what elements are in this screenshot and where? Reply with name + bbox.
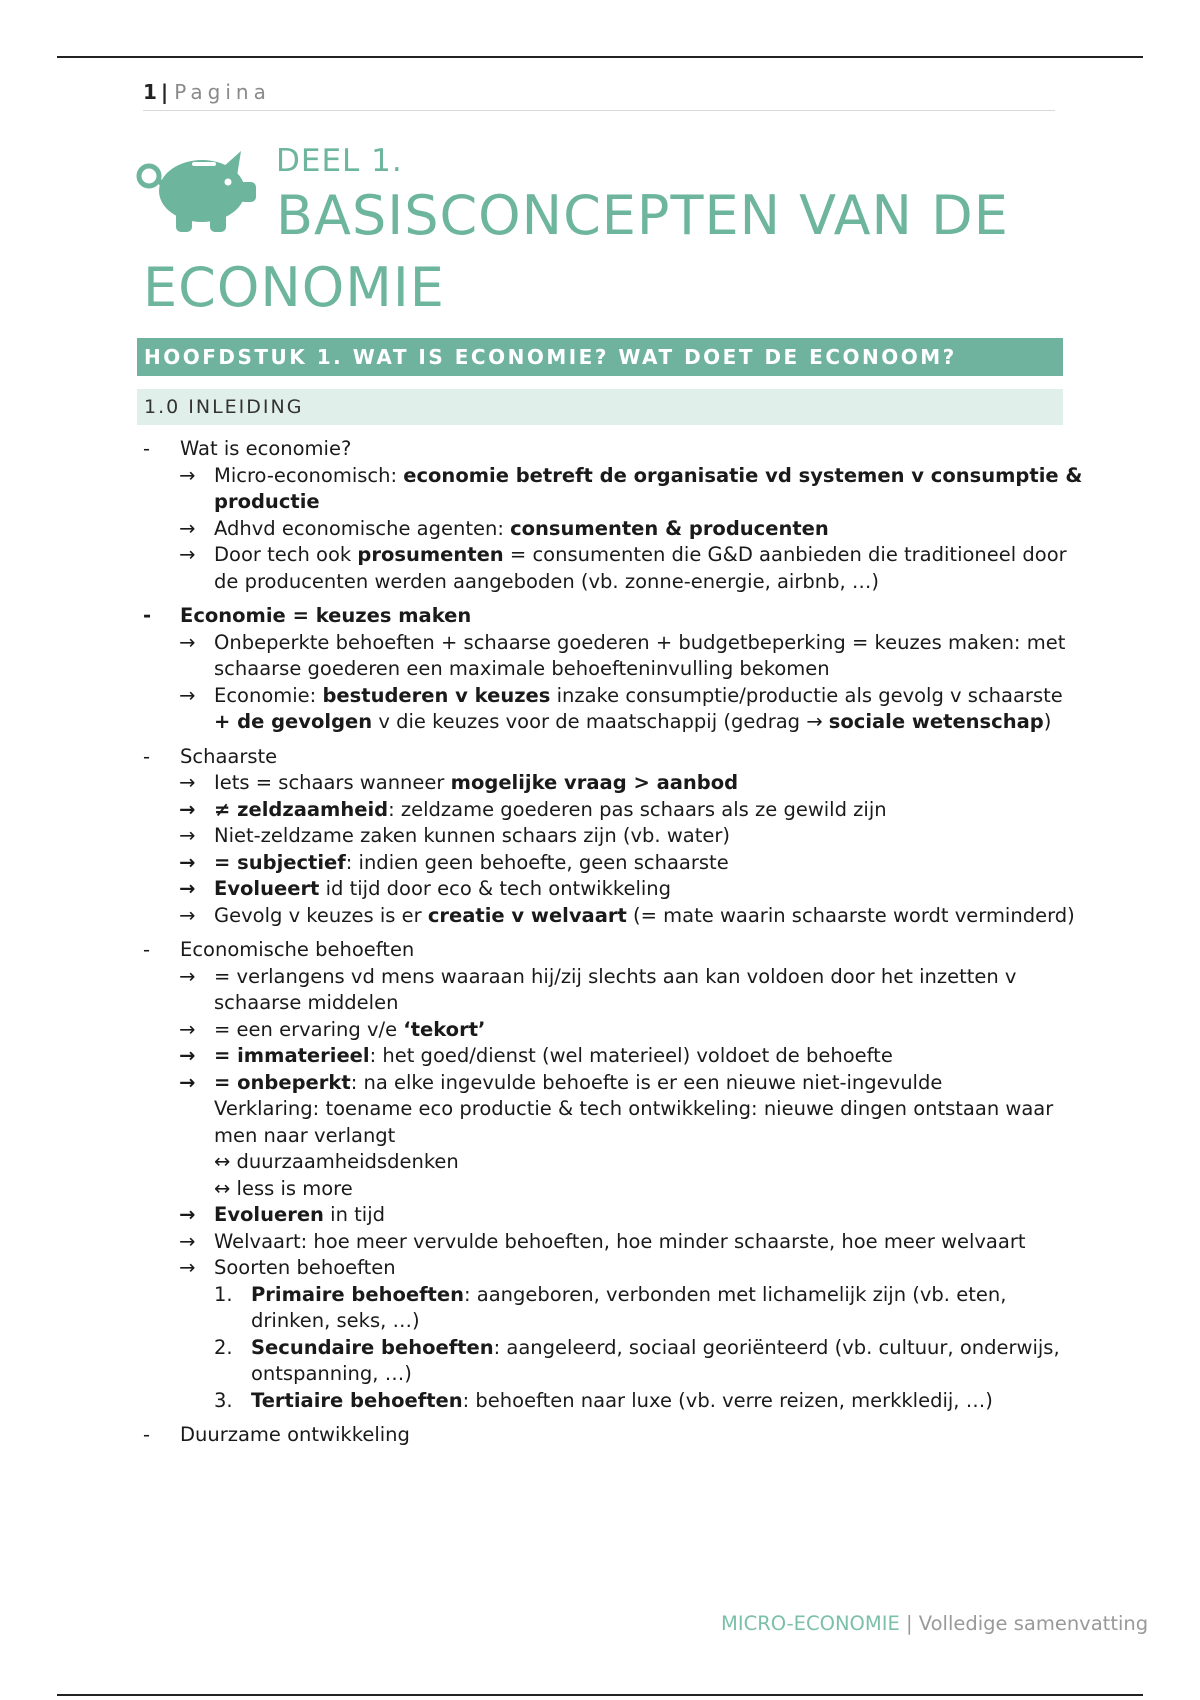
item-text: = verlangens vd mens waaraan hij/zij slechts aan kan voldoen door het inzetten v schaarse middelen (214, 964, 1017, 1014)
document-body (143, 436, 1083, 1457)
item-text: : zeldzame goederen pas schaars als ze gewild zijn (388, 797, 887, 821)
arrow-marker: → (179, 630, 196, 654)
arrow-item (143, 630, 1083, 683)
item-text: in tijd (323, 1203, 385, 1226)
bullet-item (143, 744, 1083, 771)
arrow-item (143, 516, 1083, 543)
arrow-item (143, 850, 1083, 877)
bullet-block (143, 603, 1083, 736)
dash-marker: - (143, 437, 151, 460)
page-label: Pagina (174, 80, 271, 104)
item-bold: economie betreft de organisatie vd systemen v consumptie & productie (214, 463, 1083, 513)
list-number: 1. (214, 1282, 233, 1306)
numbered-item (143, 1282, 1083, 1335)
chapter-heading: HOOFDSTUK 1. WAT IS ECONOMIE? WAT DOET DE ECONOOM? (137, 338, 1063, 376)
item-bold: Evolueert (214, 877, 320, 900)
arrow-item (143, 903, 1083, 930)
arrow-marker: → (179, 797, 196, 821)
item-text: Soorten behoeften (214, 1256, 396, 1279)
arrow-item (143, 1255, 1083, 1282)
arrow-marker: → (179, 877, 196, 900)
item-text: : het goed/dienst (wel materieel) voldoet de behoefte (369, 1044, 893, 1067)
dash-marker: - (143, 938, 151, 961)
item-text: inzake consumptie/productie als gevolg v schaarste (550, 683, 1063, 707)
arrow-marker: → (179, 1229, 196, 1253)
arrow-item (143, 1017, 1083, 1044)
bullet-item (143, 436, 1083, 463)
item-bold: consumenten & producenten (510, 516, 829, 540)
item-text: v die keuzes voor de maatschappij (gedrag → (372, 710, 829, 733)
bullet-block (143, 1422, 1083, 1449)
page-number: 1 (143, 80, 157, 104)
bullet-block (143, 436, 1083, 595)
arrow-item (143, 770, 1083, 797)
item-text: : na elke ingevulde behoefte is er een nieuwe niet-ingevulde (350, 1070, 943, 1094)
continuation-line: ↔ less is more (214, 1176, 353, 1200)
arrow-marker: → (179, 824, 196, 847)
arrow-marker: → (179, 850, 196, 874)
footer-course: MICRO-ECONOMIE (721, 1612, 900, 1635)
arrow-marker: → (179, 683, 196, 707)
footer-separator: | (899, 1612, 919, 1635)
arrow-marker: → (179, 543, 196, 566)
dash-marker: - (143, 1423, 151, 1446)
numbered-item (143, 1388, 1083, 1415)
item-text: = een ervaring v/e (214, 1017, 404, 1041)
arrow-marker: → (179, 964, 196, 988)
item-text: Door tech ook (214, 543, 358, 566)
bullet-text: Schaarste (180, 744, 278, 768)
item-text: : aangeleerd, sociaal georiënteerd (vb. cultuur, onderwijs, ontspanning, …) (251, 1335, 1060, 1385)
list-number: 3. (214, 1388, 233, 1412)
item-bold: Tertiaire behoeften (251, 1388, 463, 1412)
item-text: Gevolg v keuzes is er (214, 903, 428, 927)
bullet-item (143, 1422, 1083, 1449)
arrow-item (143, 1202, 1083, 1229)
item-bold: creatie v welvaart (427, 903, 627, 927)
top-rule (57, 56, 1143, 58)
arrow-marker: → (179, 1017, 196, 1041)
arrow-marker: → (179, 1070, 196, 1094)
arrow-item (143, 964, 1083, 1017)
item-bold: + de gevolgen (214, 710, 373, 733)
item-text: (= mate waarin schaarste wordt verminderd) (626, 903, 1075, 927)
arrow-item (143, 542, 1083, 595)
dash-marker: - (143, 744, 151, 768)
bullet-text: Duurzame ontwikkeling (180, 1423, 410, 1446)
arrow-item (143, 1229, 1083, 1256)
item-text: = consumenten die G&D aanbieden die traditioneel door de producenten werden aangeboden (vb. zonne-energie, airbnb, …) (214, 543, 1067, 593)
arrow-item (143, 463, 1083, 516)
bullet-block (143, 937, 1083, 1414)
item-text: ) (1043, 710, 1052, 733)
arrow-item (143, 797, 1083, 824)
item-text: Welvaart: hoe meer vervulde behoeften, hoe minder schaarste, hoe meer welvaart (214, 1229, 1026, 1253)
item-bold: Secundaire behoeften (251, 1335, 494, 1359)
item-text: Micro-economisch: (214, 463, 404, 487)
item-bold: = subjectief (214, 850, 346, 874)
item-bold: prosumenten (357, 543, 504, 566)
item-text: Iets = schaars wanneer (214, 771, 451, 794)
dash-marker: - (143, 604, 152, 627)
arrow-item (143, 1070, 1083, 1097)
header-separator: | (160, 80, 169, 104)
bullet-item (143, 937, 1083, 964)
continuation-line: ↔ duurzaamheidsdenken (214, 1150, 459, 1173)
page-header (143, 80, 1055, 111)
item-bold: Evolueren (214, 1203, 324, 1226)
item-text: : aangeboren, verbonden met lichamelijk zijn (vb. eten, drinken, seks, …) (251, 1282, 1007, 1332)
arrow-item (143, 823, 1083, 850)
item-text: : indien geen behoefte, geen schaarste (345, 850, 729, 874)
bullet-text: Wat is economie? (180, 437, 352, 460)
section-heading: 1.0 INLEIDING (137, 389, 1063, 425)
arrow-marker: → (179, 771, 196, 794)
bullet-block (143, 744, 1083, 930)
item-text: Onbeperkte behoeften + schaarse goederen + budgetbeperking = keuzes maken: met schaarse goederen een maximale behoefteninvulling bekomen (214, 630, 1066, 680)
item-text: id tijd door eco & tech ontwikkeling (319, 877, 672, 900)
bullet-text: Economie = keuzes maken (180, 604, 472, 627)
arrow-item (143, 1043, 1083, 1070)
item-bold: bestuderen v keuzes (322, 683, 551, 707)
item-bold: = immaterieel (214, 1044, 370, 1067)
list-number: 2. (214, 1335, 233, 1359)
page-footer (721, 1612, 1148, 1635)
bullet-item (143, 603, 1083, 630)
footer-subtitle: Volledige samenvatting (918, 1612, 1149, 1635)
item-bold: Primaire behoeften (251, 1282, 464, 1306)
item-text: Niet-zeldzame zaken kunnen schaars zijn (vb. water) (214, 824, 730, 847)
part-title: BASISCONCEPTEN VAN DE ECONOMIE (143, 184, 1009, 319)
arrow-marker: → (179, 1044, 196, 1067)
item-text: : behoeften naar luxe (vb. verre reizen, merkkledij, …) (462, 1388, 993, 1412)
arrow-item (143, 683, 1083, 736)
bottom-rule (57, 1694, 1143, 1696)
item-bold: mogelijke vraag > aanbod (450, 771, 739, 794)
arrow-marker: → (179, 1256, 196, 1279)
arrow-item (143, 876, 1083, 903)
arrow-marker: → (179, 1203, 196, 1226)
numbered-item (143, 1335, 1083, 1388)
arrow-marker: → (179, 903, 196, 927)
item-bold: = onbeperkt (214, 1070, 351, 1094)
arrow-marker: → (179, 463, 196, 487)
item-bold: ‘tekort’ (403, 1017, 486, 1041)
item-bold: ≠ zeldzaamheid (214, 797, 389, 821)
item-text: Economie: (214, 683, 323, 707)
arrow-marker: → (179, 516, 196, 540)
item-bold: sociale wetenschap (828, 710, 1044, 733)
bullet-text: Economische behoeften (180, 938, 415, 961)
part-label: DEEL 1. (276, 143, 403, 179)
continuation-line: Verklaring: toename eco productie & tech ontwikkeling: nieuwe dingen ontstaan waar men naar verlangt (214, 1097, 1054, 1147)
item-text: Adhvd economische agenten: (214, 516, 511, 540)
